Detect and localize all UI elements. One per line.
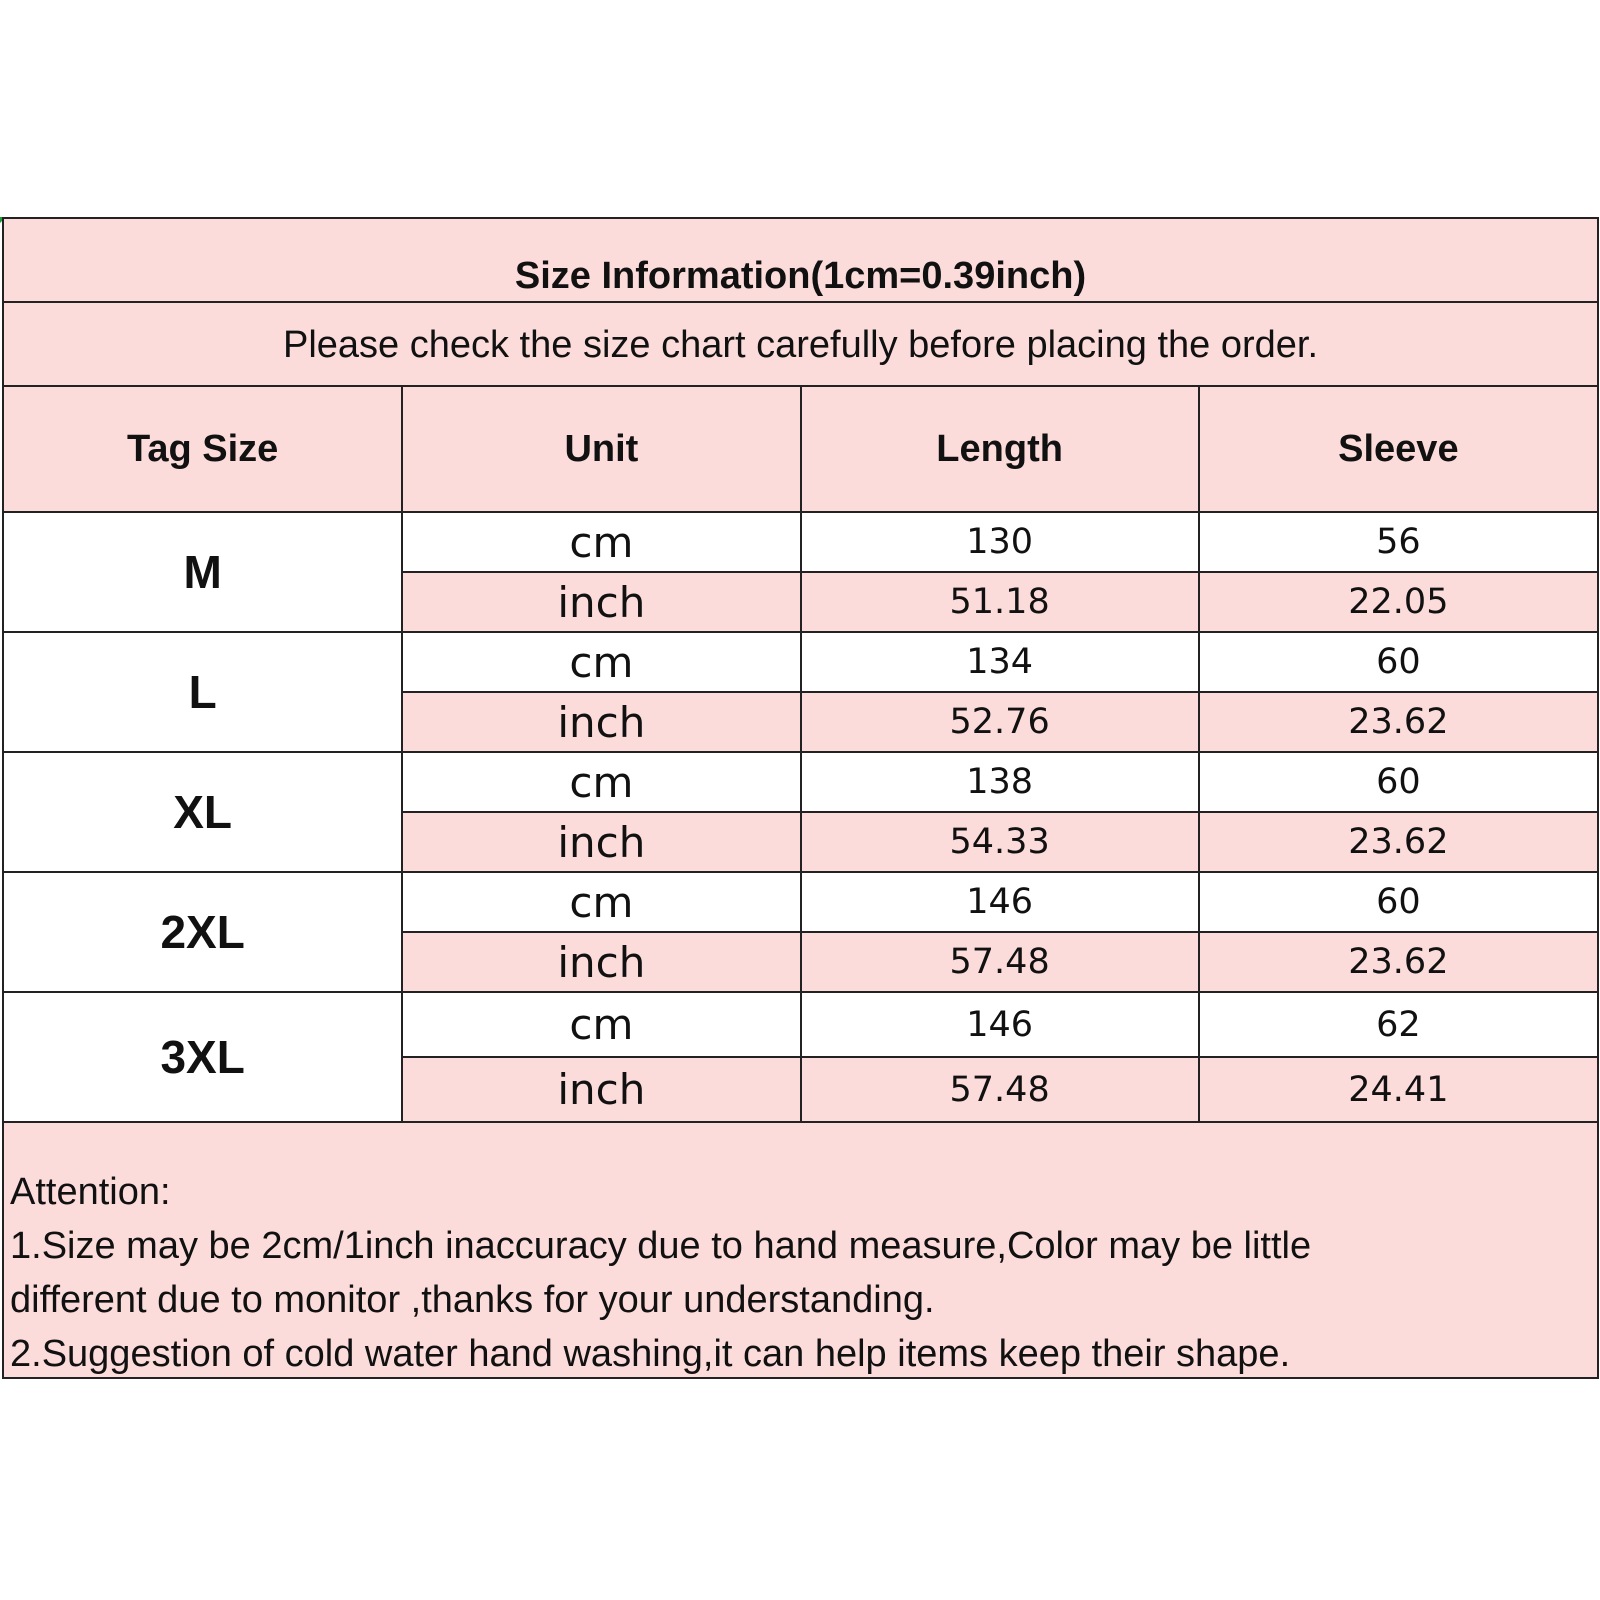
- sleeve-cell: 60: [1199, 632, 1597, 692]
- length-cell: 130: [801, 512, 1199, 572]
- length-cell: 52.76: [801, 692, 1199, 752]
- table-row: [4, 512, 1597, 572]
- unit-cell: inch: [402, 1057, 800, 1122]
- size-info-title: Size Information(1cm=0.39inch): [4, 219, 1597, 303]
- table-row: [4, 632, 1597, 692]
- header-tag-size: Tag Size: [4, 387, 402, 512]
- tag-size-cell: M: [4, 512, 402, 632]
- tag-size-cell: XL: [4, 752, 402, 872]
- header-unit: Unit: [402, 387, 800, 512]
- table-row: [4, 752, 1597, 812]
- tag-size-cell: 3XL: [4, 992, 402, 1122]
- length-cell: 134: [801, 632, 1199, 692]
- unit-cell: cm: [402, 512, 800, 572]
- unit-cell: cm: [402, 752, 800, 812]
- unit-cell: inch: [402, 932, 800, 992]
- unit-cell: cm: [402, 872, 800, 932]
- sleeve-cell: 56: [1199, 512, 1597, 572]
- attention-line-2: different due to monitor ,thanks for your understanding.: [10, 1279, 935, 1321]
- attention-heading: Attention:: [10, 1171, 171, 1213]
- unit-cell: inch: [402, 572, 800, 632]
- length-cell: 54.33: [801, 812, 1199, 872]
- size-chart: [2, 217, 1599, 1379]
- sleeve-cell: 60: [1199, 872, 1597, 932]
- sleeve-cell: 62: [1199, 992, 1597, 1057]
- attention-notes: [4, 1123, 1597, 1379]
- table-row: [4, 992, 1597, 1057]
- size-info-subtitle: Please check the size chart carefully before placing the order.: [4, 303, 1597, 387]
- unit-cell: inch: [402, 812, 800, 872]
- attention-line-1: 1.Size may be 2cm/1inch inaccuracy due to hand measure,Color may be little: [10, 1225, 1312, 1267]
- length-cell: 57.48: [801, 1057, 1199, 1122]
- unit-cell: inch: [402, 692, 800, 752]
- unit-cell: cm: [402, 632, 800, 692]
- sleeve-cell: 22.05: [1199, 572, 1597, 632]
- tag-size-cell: L: [4, 632, 402, 752]
- table-header-row: [4, 387, 1597, 512]
- table-row: [4, 872, 1597, 932]
- length-cell: 146: [801, 992, 1199, 1057]
- length-cell: 138: [801, 752, 1199, 812]
- tag-size-cell: 2XL: [4, 872, 402, 992]
- attention-line-3: 2.Suggestion of cold water hand washing,it can help items keep their shape.: [10, 1333, 1291, 1375]
- header-sleeve: Sleeve: [1199, 387, 1597, 512]
- sleeve-cell: 23.62: [1199, 812, 1597, 872]
- unit-cell: cm: [402, 992, 800, 1057]
- length-cell: 146: [801, 872, 1199, 932]
- size-table: [4, 387, 1597, 1123]
- sleeve-cell: 60: [1199, 752, 1597, 812]
- length-cell: 51.18: [801, 572, 1199, 632]
- sleeve-cell: 23.62: [1199, 932, 1597, 992]
- sleeve-cell: 24.41: [1199, 1057, 1597, 1122]
- header-length: Length: [801, 387, 1199, 512]
- sleeve-cell: 23.62: [1199, 692, 1597, 752]
- length-cell: 57.48: [801, 932, 1199, 992]
